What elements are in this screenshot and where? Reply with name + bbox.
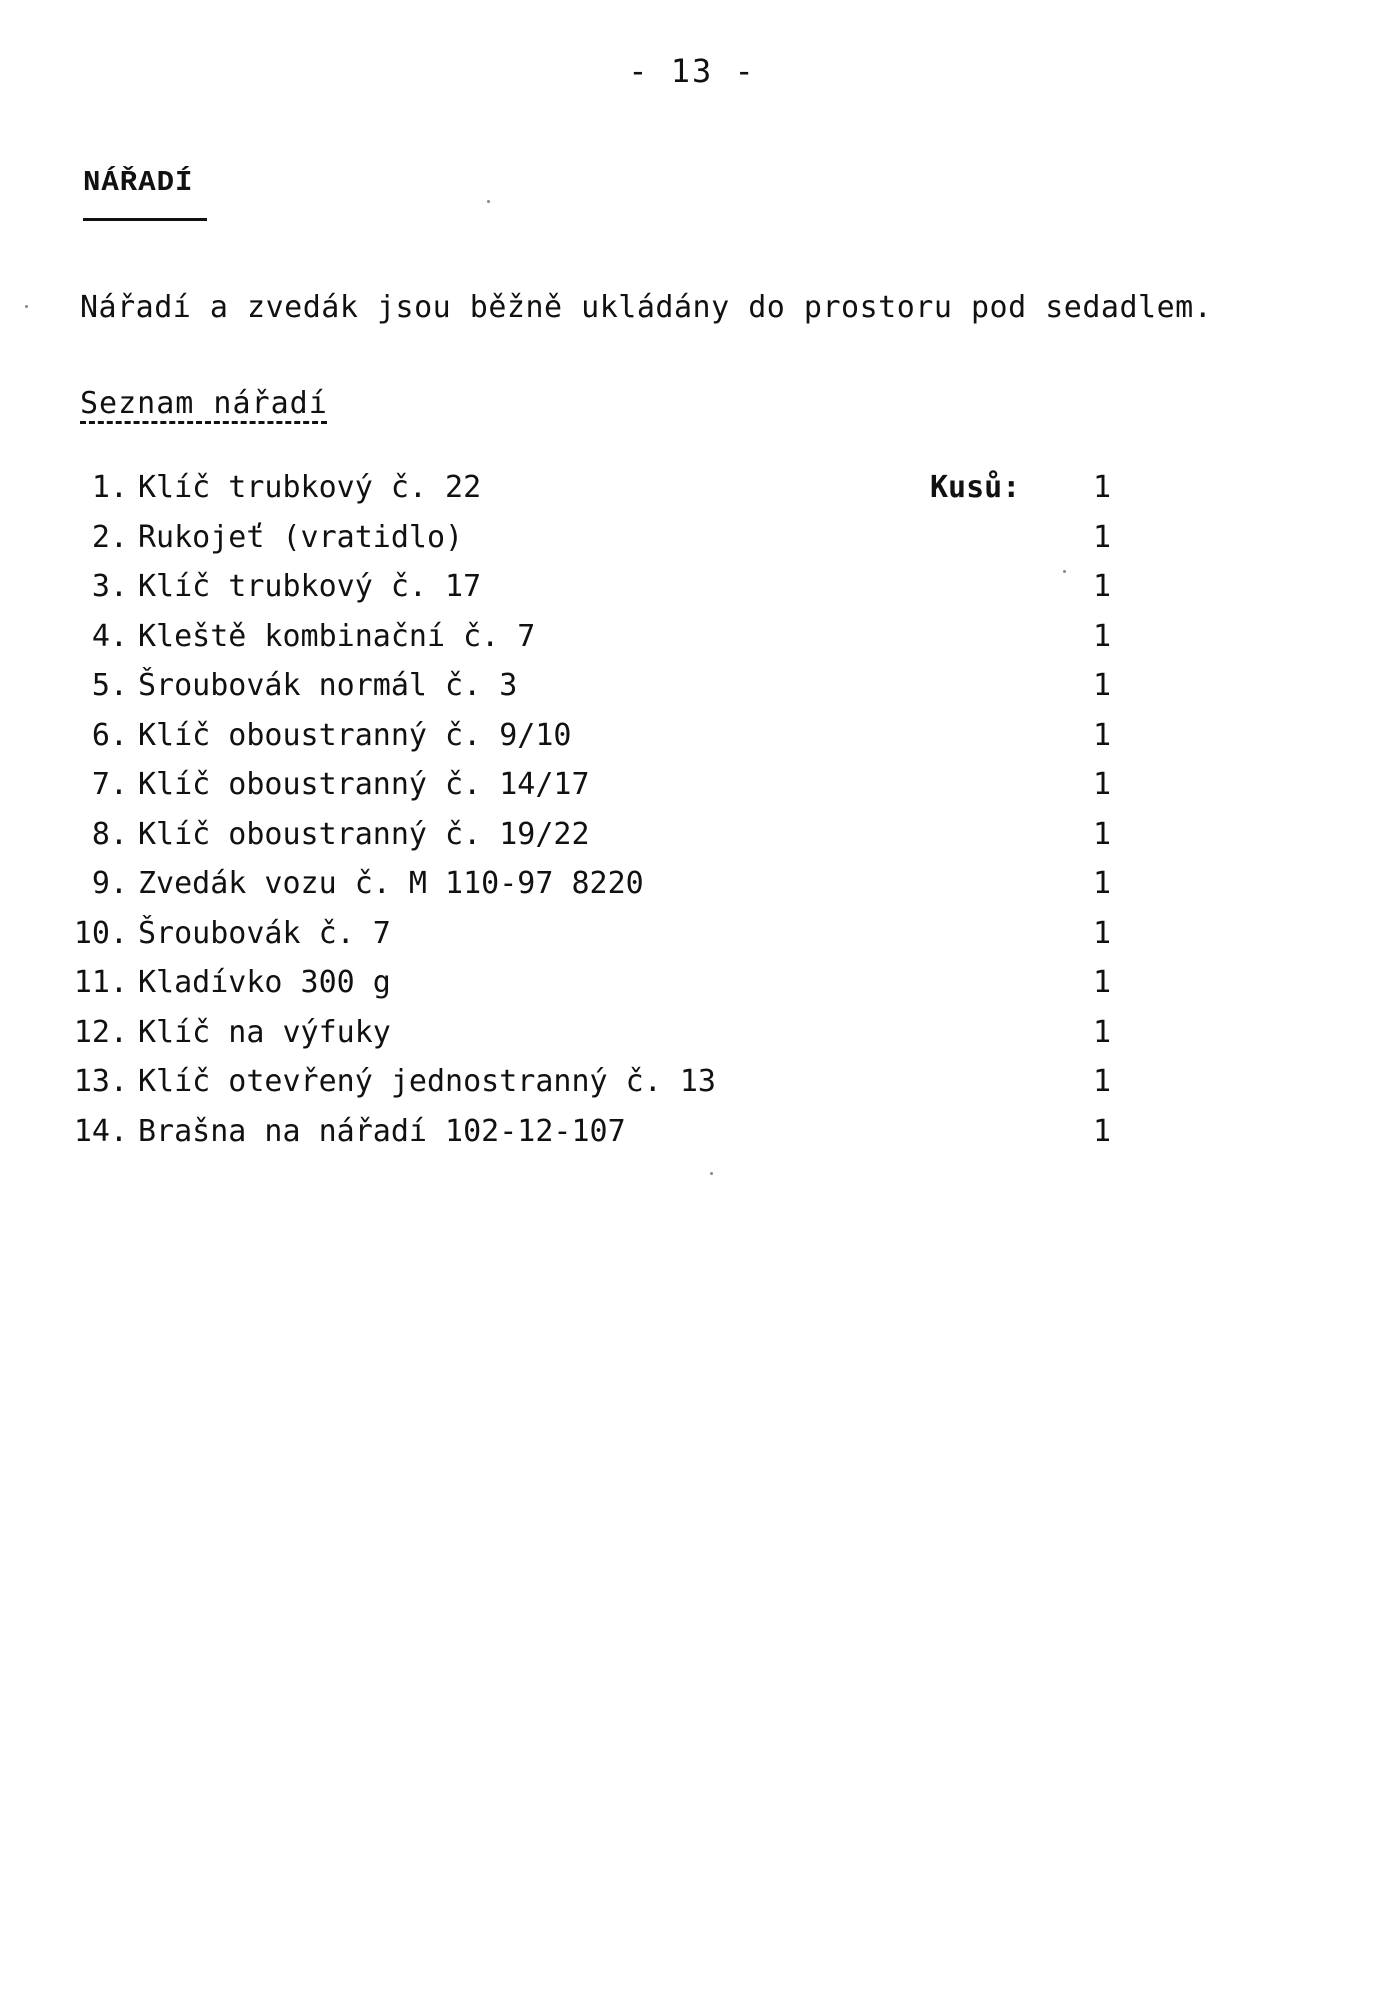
list-item (0, 965, 1384, 1005)
scan-speck (487, 200, 490, 203)
item-name: Brašna na nářadí 102-12-107 (138, 1114, 626, 1149)
item-quantity: 1 (1093, 520, 1112, 555)
item-number: 5. (91, 668, 128, 703)
item-name: Klíč na výfuky (138, 1015, 391, 1050)
item-quantity: 1 (1093, 965, 1112, 1000)
scan-speck (710, 1172, 713, 1175)
item-name: Klíč oboustranný č. 14/17 (138, 767, 590, 802)
list-item (0, 668, 1384, 708)
page-number: - 13 - (628, 52, 756, 90)
heading-underline (83, 218, 207, 221)
item-name: Rukojeť (vratidlo) (138, 520, 464, 555)
item-name: Klíč trubkový č. 22 (138, 470, 482, 505)
item-number: 2. (91, 520, 128, 555)
item-number: 1. (91, 470, 128, 505)
list-item (0, 866, 1384, 906)
item-quantity: 1 (1093, 866, 1112, 901)
item-number: 11. (73, 965, 128, 1000)
item-quantity: 1 (1093, 569, 1112, 604)
item-quantity: 1 (1093, 817, 1112, 852)
quantity-header: Kusů: (930, 470, 1021, 505)
item-name: Klíč trubkový č. 17 (138, 569, 482, 604)
item-name: Šroubovák č. 7 (138, 916, 391, 951)
list-item (0, 916, 1384, 956)
item-quantity: 1 (1093, 668, 1112, 703)
item-number: 3. (91, 569, 128, 604)
item-quantity: 1 (1093, 767, 1112, 802)
item-number: 14. (73, 1114, 128, 1149)
list-title: Seznam nářadí (80, 386, 328, 421)
item-name: Klíč oboustranný č. 9/10 (138, 718, 572, 753)
scan-speck (1063, 570, 1066, 573)
item-number: 10. (73, 916, 128, 951)
item-name: Šroubovák normál č. 3 (138, 668, 518, 703)
item-name: Klíč oboustranný č. 19/22 (138, 817, 590, 852)
item-number: 13. (73, 1064, 128, 1099)
item-number: 12. (73, 1015, 128, 1050)
intro-paragraph: Nářadí a zvedák jsou běžně ukládány do prostoru pod sedadlem. (80, 290, 1213, 325)
section-heading: NÁŘADÍ (83, 166, 194, 199)
item-quantity: 1 (1093, 718, 1112, 753)
item-quantity: 1 (1093, 1114, 1112, 1149)
item-number: 4. (91, 619, 128, 654)
item-quantity: 1 (1093, 1064, 1112, 1099)
item-name: Kleště kombinační č. 7 (138, 619, 536, 654)
item-quantity: 1 (1093, 619, 1112, 654)
item-number: 6. (91, 718, 128, 753)
list-item (0, 817, 1384, 857)
item-name: Klíč otevřený jednostranný č. 13 (138, 1064, 716, 1099)
list-item (0, 619, 1384, 659)
list-item (0, 470, 1384, 510)
item-number: 7. (91, 767, 128, 802)
list-item (0, 1015, 1384, 1055)
item-number: 8. (91, 817, 128, 852)
item-quantity: 1 (1093, 470, 1112, 505)
item-name: Kladívko 300 g (138, 965, 391, 1000)
scan-speck (25, 305, 28, 308)
item-name: Zvedák vozu č. M 110-97 8220 (138, 866, 644, 901)
item-number: 9. (91, 866, 128, 901)
list-item (0, 520, 1384, 560)
item-quantity: 1 (1093, 1015, 1112, 1050)
item-quantity: 1 (1093, 916, 1112, 951)
list-item (0, 1114, 1384, 1154)
list-item (0, 569, 1384, 609)
list-item (0, 1064, 1384, 1104)
list-item (0, 718, 1384, 758)
list-item (0, 767, 1384, 807)
